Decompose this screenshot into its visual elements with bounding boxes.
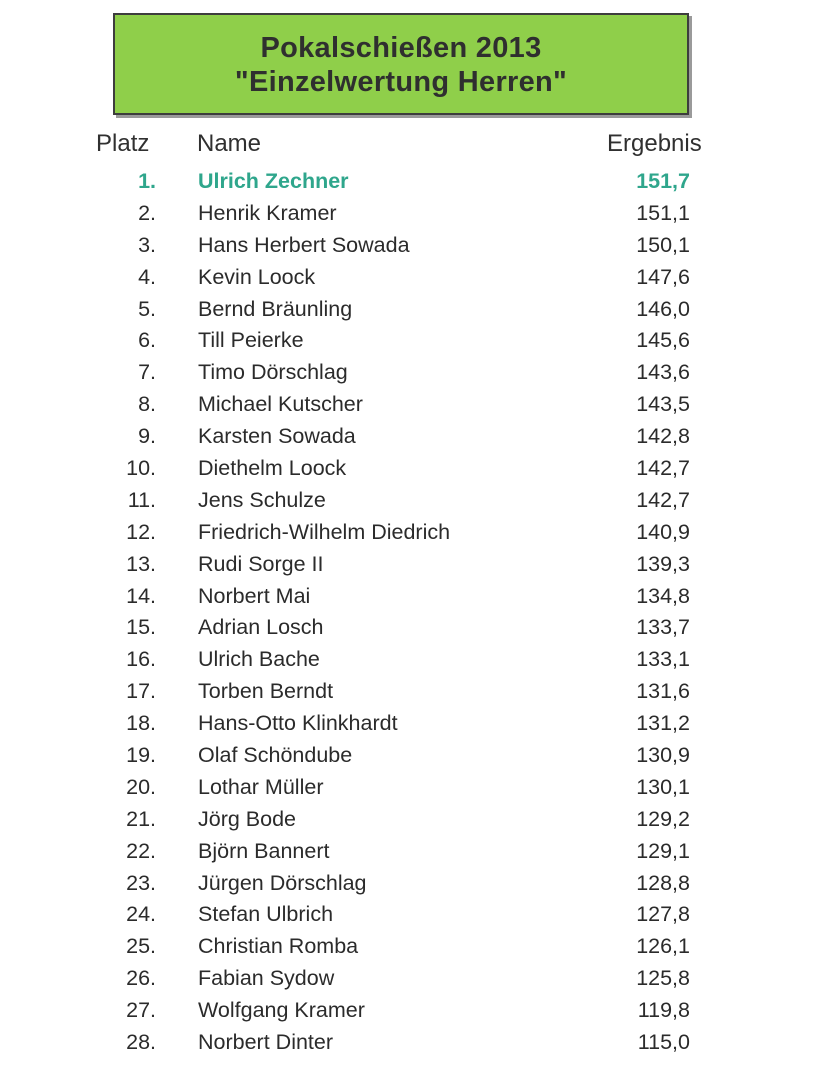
score-cell: 127,8 (636, 902, 690, 927)
rank-cell: 14. (126, 583, 156, 608)
rank-cell: 8. (138, 392, 156, 417)
result-row (0, 963, 816, 995)
rank-cell: 19. (126, 743, 156, 768)
results-list (0, 166, 816, 1059)
result-row (0, 868, 816, 900)
score-cell: 142,7 (636, 456, 690, 481)
shooter-name-cell: Hans Herbert Sowada (198, 232, 410, 257)
score-cell: 119,8 (637, 998, 690, 1023)
result-row-winner (0, 166, 816, 198)
rank-cell: 5. (138, 296, 156, 321)
result-row (0, 549, 816, 581)
shooter-name-cell: Fabian Sydow (198, 966, 335, 991)
rank-cell: 22. (126, 838, 156, 863)
result-row (0, 644, 816, 676)
shooter-name-cell: Norbert Mai (198, 583, 311, 608)
score-cell: 142,7 (636, 487, 690, 512)
rank-cell: 24. (126, 902, 156, 927)
result-row (0, 676, 816, 708)
shooter-name-cell: Wolfgang Kramer (198, 998, 365, 1023)
title-line-1: Pokalschießen 2013 (260, 32, 542, 64)
shooter-name-cell: Stefan Ulbrich (198, 902, 334, 927)
rank-cell: 21. (126, 806, 156, 831)
shooter-name-cell: Diethelm Loock (198, 456, 347, 481)
score-cell: 151,7 (636, 169, 690, 193)
result-row (0, 995, 816, 1027)
rank-cell: 15. (126, 615, 156, 640)
result-row (0, 230, 816, 262)
result-row (0, 740, 816, 772)
score-cell: 129,1 (636, 838, 690, 863)
result-row (0, 517, 816, 549)
score-cell: 140,9 (636, 519, 690, 544)
rank-cell: 1. (138, 169, 156, 193)
score-cell: 130,9 (636, 743, 690, 768)
result-row (0, 931, 816, 963)
result-row (0, 357, 816, 389)
shooter-name-cell: Christian Romba (198, 934, 359, 959)
result-row (0, 772, 816, 804)
shooter-name-cell: Björn Bannert (198, 838, 330, 863)
shooter-name-cell: Jens Schulze (198, 487, 326, 512)
shooter-name-cell: Henrik Kramer (198, 200, 337, 225)
result-row (0, 325, 816, 357)
rank-cell: 28. (126, 1030, 156, 1055)
shooter-name-cell: Norbert Dinter (198, 1030, 334, 1055)
rank-cell: 3. (138, 232, 156, 257)
rank-cell: 16. (126, 647, 156, 672)
result-row (0, 581, 816, 613)
shooter-name-cell: Jörg Bode (198, 806, 297, 831)
result-row (0, 612, 816, 644)
score-cell: 131,2 (636, 711, 690, 736)
score-cell: 146,0 (636, 296, 690, 321)
shooter-name-cell: Friedrich-Wilhelm Diedrich (198, 519, 451, 544)
title-line-2: "Einzelwertung Herren" (234, 66, 568, 98)
score-cell: 130,1 (636, 774, 690, 799)
title-banner (113, 13, 689, 115)
score-cell: 126,1 (636, 934, 690, 959)
result-row (0, 389, 816, 421)
score-cell: 115,0 (637, 1030, 690, 1055)
score-cell: 131,6 (636, 679, 690, 704)
column-header-platz: Platz (96, 130, 150, 157)
rank-cell: 4. (138, 264, 156, 289)
score-cell: 129,2 (636, 806, 690, 831)
rank-cell: 10. (126, 456, 156, 481)
shooter-name-cell: Bernd Bräunling (198, 296, 353, 321)
rank-cell: 12. (126, 519, 156, 544)
shooter-name-cell: Karsten Sowada (198, 424, 356, 449)
score-cell: 143,6 (636, 360, 690, 385)
score-cell: 133,7 (636, 615, 690, 640)
score-cell: 134,8 (636, 583, 690, 608)
result-row (0, 421, 816, 453)
score-cell: 145,6 (636, 328, 690, 353)
score-cell: 147,6 (636, 264, 690, 289)
rank-cell: 9. (138, 424, 156, 449)
score-cell: 142,8 (636, 424, 690, 449)
score-cell: 128,8 (636, 870, 690, 895)
column-header-ergebnis: Ergebnis (607, 130, 702, 157)
rank-cell: 17. (126, 679, 156, 704)
result-row (0, 1027, 816, 1059)
rank-cell: 25. (126, 934, 156, 959)
result-row (0, 294, 816, 326)
score-cell: 133,1 (636, 647, 690, 672)
result-row (0, 198, 816, 230)
rank-cell: 13. (126, 551, 156, 576)
result-row (0, 836, 816, 868)
score-cell: 125,8 (636, 966, 690, 991)
rank-cell: 27. (126, 998, 156, 1023)
shooter-name-cell: Rudi Sorge II (198, 551, 324, 576)
result-row (0, 262, 816, 294)
result-row (0, 453, 816, 485)
rank-cell: 2. (138, 200, 156, 225)
rank-cell: 23. (126, 870, 156, 895)
rank-cell: 11. (127, 487, 156, 512)
rank-cell: 6. (138, 328, 156, 353)
score-cell: 143,5 (636, 392, 690, 417)
shooter-name-cell: Timo Dörschlag (198, 360, 348, 385)
shooter-name-cell: Jürgen Dörschlag (198, 870, 367, 895)
shooter-name-cell: Lothar Müller (198, 774, 324, 799)
column-header-name: Name (197, 130, 262, 157)
rank-cell: 20. (126, 774, 156, 799)
shooter-name-cell: Michael Kutscher (198, 392, 363, 417)
result-row (0, 708, 816, 740)
shooter-name-cell: Adrian Losch (198, 615, 324, 640)
rank-cell: 7. (138, 360, 156, 385)
shooter-name-cell: Olaf Schöndube (198, 743, 353, 768)
shooter-name-cell: Hans-Otto Klinkhardt (198, 711, 398, 736)
shooter-name-cell: Ulrich Bache (198, 647, 320, 672)
score-cell: 150,1 (636, 232, 690, 257)
shooter-name-cell: Torben Berndt (198, 679, 334, 704)
rank-cell: 26. (126, 966, 156, 991)
score-cell: 151,1 (636, 200, 690, 225)
result-row (0, 899, 816, 931)
result-row (0, 485, 816, 517)
shooter-name-cell: Till Peierke (198, 328, 304, 353)
shooter-name-cell: Ulrich Zechner (198, 169, 349, 193)
rank-cell: 18. (126, 711, 156, 736)
shooter-name-cell: Kevin Loock (198, 264, 316, 289)
score-cell: 139,3 (636, 551, 690, 576)
result-row (0, 804, 816, 836)
